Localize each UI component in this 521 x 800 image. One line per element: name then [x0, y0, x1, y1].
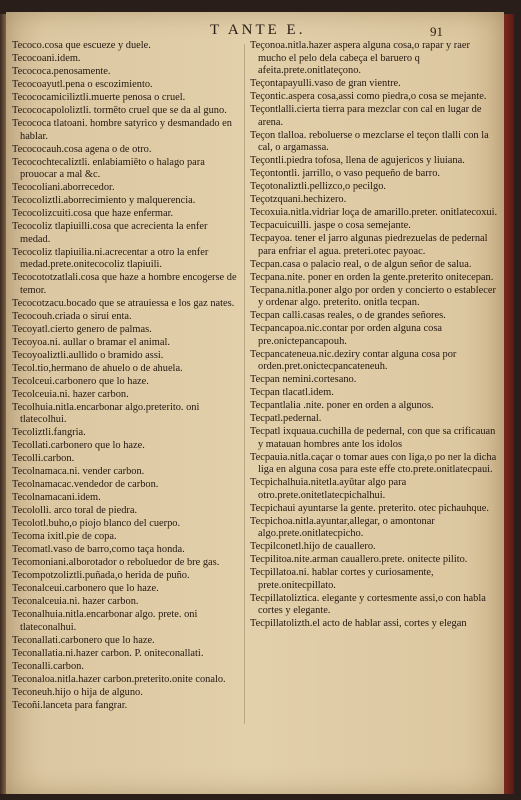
- dictionary-entry: Tecolceuia.ni. hazer carbon.: [12, 388, 129, 400]
- dictionary-entry: Tecpancapoa.nic.contar por orden alguna cosa pre.onictepancapouh.: [250, 323, 442, 347]
- dictionary-entry: Tecollati.carbonero que lo haze.: [12, 440, 145, 451]
- dictionary-entry: Teçontapayulli.vaso de gran vientre.: [250, 78, 401, 89]
- dictionary-entry: Tecococauh.cosa agena o de otro.: [12, 143, 152, 155]
- dictionary-entry: Tecpauia.nitla.caçar o tomar aues con liga,o po ner la dicha liga en alguna cosa para este effe cto.prete.onitlatecpaui.: [250, 451, 497, 475]
- dictionary-entry: Tecolhuia.nitla.encarbonar algo.preterito. oni tlatecolhui.: [12, 401, 200, 425]
- dictionary-entry: Tecpichaui ayuntarse la gente. preterito. otec pichauhque.: [250, 502, 490, 514]
- page-number: 91: [430, 24, 443, 39]
- running-head: T ANTE E.: [210, 22, 306, 38]
- dictionary-entry: Tecocoliztli.aborrecimiento y malquerencia.: [12, 195, 196, 206]
- dictionary-entry: Tecoñi.lanceta para fangrar.: [12, 699, 128, 711]
- dictionary-entry: Teçontontli. jarrillo, o vaso pequeño de barro.: [250, 168, 440, 179]
- dictionary-entry: Tecocoliz tlapiuilia.ni.acrecentar a otro la enfer medad.prete.onitecocoliz tlapiuili.: [12, 246, 209, 270]
- dictionary-entry: Tecocotzacu.bocado que se atrauiessa e los gaz nates.: [12, 297, 235, 309]
- dictionary-entry: Tecocoliz tlapiuilli.cosa que acrecienta la enfer medad.: [12, 221, 208, 245]
- dictionary-entry: Teconalhuia.nitla.encarbonar algo. prete. oni tlateconalhui.: [12, 609, 198, 633]
- dictionary-entry: Tecpatl ixquaua.cuchilla de pedernal, con que sa crificauan y matauan hombres ante los idolos: [250, 426, 496, 450]
- page-header: [10, 22, 504, 40]
- dictionary-entry: Tecpacuicuilli. jaspe o cosa semejante.: [250, 220, 411, 231]
- dictionary-entry: Tecoliztli.fangria.: [12, 427, 86, 438]
- dictionary-entry: Teçontlalli.cierta tierra para mezclar con cal en lugar de arena.: [250, 104, 482, 128]
- dictionary-entry: Tecpichalhuia.nitetla.ayūtar algo para otro.prete.onitetlatecpichalhui.: [250, 477, 407, 501]
- dictionary-entry: Tecomoniani.alborotador o reboluedor de bre gas.: [12, 557, 220, 568]
- book-edge: [504, 14, 514, 794]
- dictionary-entry: Tecpatl.pedernal.: [250, 413, 322, 424]
- dictionary-entry: Tecpichoa.nitla.ayuntar,allegar, o amontonar algo.prete.onitlatecpicho.: [250, 515, 435, 539]
- dictionary-entry: Teconalceuia.ni. hazer carbon.: [12, 596, 139, 607]
- dictionary-entry: Teçon tlalloa. reboluerse o mezclarse el teçon tlalli con la cal, o argamassa.: [250, 129, 489, 153]
- dictionary-entry: Tecpana.nitla.poner algo por orden y concierto o establecer y ordenar algo. preterito. onitla tecpan.: [250, 284, 496, 308]
- dictionary-entry: Tecolotl.buho,o piojo blanco del cuerpo.: [12, 518, 181, 529]
- dictionary-entry: Teçontli.piedra tofosa, llena de agujericos y liuiana.: [250, 155, 465, 166]
- dictionary-entry: Tecoyatl.cierto genero de palmas.: [12, 323, 152, 335]
- dictionary-entry: Tecoma ixitl.pie de copa.: [12, 531, 117, 542]
- dictionary-entry: Teconalceui.carbonero que lo haze.: [12, 583, 159, 594]
- dictionary-entry: Tecocototzatlali.cosa que haze a hombre encogerse de temor.: [12, 272, 237, 296]
- dictionary-entry: Tecpillatoa.ni. hablar cortes y curiosamente, prete.onitecpillato.: [250, 567, 434, 591]
- dictionary-entry: Tecocouh.criada o sirui enta.: [12, 310, 132, 322]
- dictionary-entry: Teçonoa.nitla.hazer aspera alguna cosa,o rapar y raer mucho el pelo dela cabeça el baruero q afeita.prete.onitlateçono.: [250, 40, 470, 76]
- dictionary-entry: Teçotonaliztli.pellizco,o pecilgo.: [250, 181, 387, 192]
- dictionary-entry: Tecpilitoa.nite.arman cauallero.prete. onitecte pilito.: [250, 554, 468, 565]
- dictionary-entry: Tecocochtecaliztli. enlabiamiēto o halago para prouocar a mal &c.: [12, 156, 205, 180]
- dictionary-entry: Tecolli.carbon.: [12, 453, 75, 464]
- dictionary-entry: Tecpan calli.casas reales, o de grandes señores.: [250, 310, 446, 321]
- dictionary-entry: Tecolnamaca.ni. vender carbon.: [12, 466, 145, 477]
- dictionary-entry: Tecpillatoliztica. elegante y cortesmente assi,o con habla cortes y elegante.: [250, 592, 486, 616]
- dictionary-entry: Tecpillatolizth.el acto de hablar assi, cortes y elegan: [250, 618, 467, 629]
- dictionary-entry: Tecococamiciliztli.muerte penosa o cruel.: [12, 92, 186, 103]
- dictionary-entry: Tecpancateneua.nic.deziry contar alguna cosa por orden.pret.onictecpancateneuh.: [250, 348, 457, 372]
- column-divider: [244, 44, 245, 724]
- dictionary-entry: Tecpan.casa o palacio real, o de algun señor de salua.: [250, 258, 472, 270]
- dictionary-entry: Teconaloa.nitla.hazer carbon.preterito.onite conalo.: [12, 673, 226, 685]
- dictionary-entry: Tecololli. arco toral de piedra.: [12, 505, 138, 516]
- dictionary-entry: Tecococa.penosamente.: [12, 66, 111, 77]
- dictionary-entry: Tecococapololiztli. tormēto cruel que se da al guno.: [12, 105, 227, 116]
- left-column: [12, 40, 238, 713]
- dictionary-entry: Tecpilconetl.hijo de cauallero.: [250, 541, 376, 552]
- dictionary-entry: Tecpan nemini.cortesano.: [250, 374, 357, 385]
- dictionary-entry: Tecococa tlatoani. hombre satyrico y desmandado en hablar.: [12, 118, 232, 142]
- dictionary-entry: Tecpan tlacatl.idem.: [250, 387, 334, 398]
- dictionary-entry: Tecpayoa. tener el jarro algunas piedrezuelas de pedernal para enfriar el agua. preteri.otec payoac.: [250, 233, 488, 257]
- dictionary-entry: Tecoyoaliztli.aullido o bramido assi.: [12, 349, 164, 361]
- dictionary-entry: Tecocoayutl.pena o escozimiento.: [12, 79, 153, 90]
- dictionary-entry: Teconallatia.ni.hazer carbon. P. oniteconallati.: [12, 647, 204, 659]
- dictionary-entry: Teconeuh.hijo o hija de alguno.: [12, 686, 143, 698]
- dictionary-entry: Tecoxuia.nitla.vidriar loça de amarillo.preter. onitlatecoxui.: [250, 207, 498, 218]
- dictionary-entry: Tecocoani.idem.: [12, 53, 81, 64]
- dictionary-entry: Tecoco.cosa que escueze y duele.: [12, 40, 151, 51]
- dictionary-entry: Tecolceui.carbonero que lo haze.: [12, 375, 149, 387]
- dictionary-entry: Tecoyoa.ni. aullar o bramar el animal.: [12, 336, 170, 348]
- dictionary-entry: Tecolnamacani.idem.: [12, 492, 101, 503]
- dictionary-entry: Tecomatl.vaso de barro,como taça honda.: [12, 544, 185, 555]
- dictionary-entry: Teçotzquani.hechizero.: [250, 194, 347, 205]
- dictionary-entry: Teçontic.aspera cosa,assi como piedra,o cosa se mejante.: [250, 91, 487, 102]
- dictionary-entry: Tecocoliani.aborrecedor.: [12, 182, 115, 193]
- dictionary-entry: Tecompotzoliztli.puñada,o herida de puño.: [12, 570, 190, 581]
- dictionary-entry: Tecolnamacac.vendedor de carbon.: [12, 479, 159, 490]
- dictionary-entry: Tecol.tio,hermano de ahuelo o de ahuela.: [12, 362, 183, 374]
- right-column: [250, 40, 500, 631]
- dictionary-entry: Tecpana.nite. poner en orden la gente.preterito onitecepan.: [250, 271, 494, 283]
- dictionary-entry: Teconallati.carbonero que lo haze.: [12, 634, 155, 646]
- dictionary-entry: Tecpantlalia .nite. poner en orden a algunos.: [250, 400, 434, 411]
- dictionary-entry: Teconalli.carbon.: [12, 660, 84, 672]
- dictionary-entry: Tecocolizcuiti.cosa que haze enfermar.: [12, 208, 174, 219]
